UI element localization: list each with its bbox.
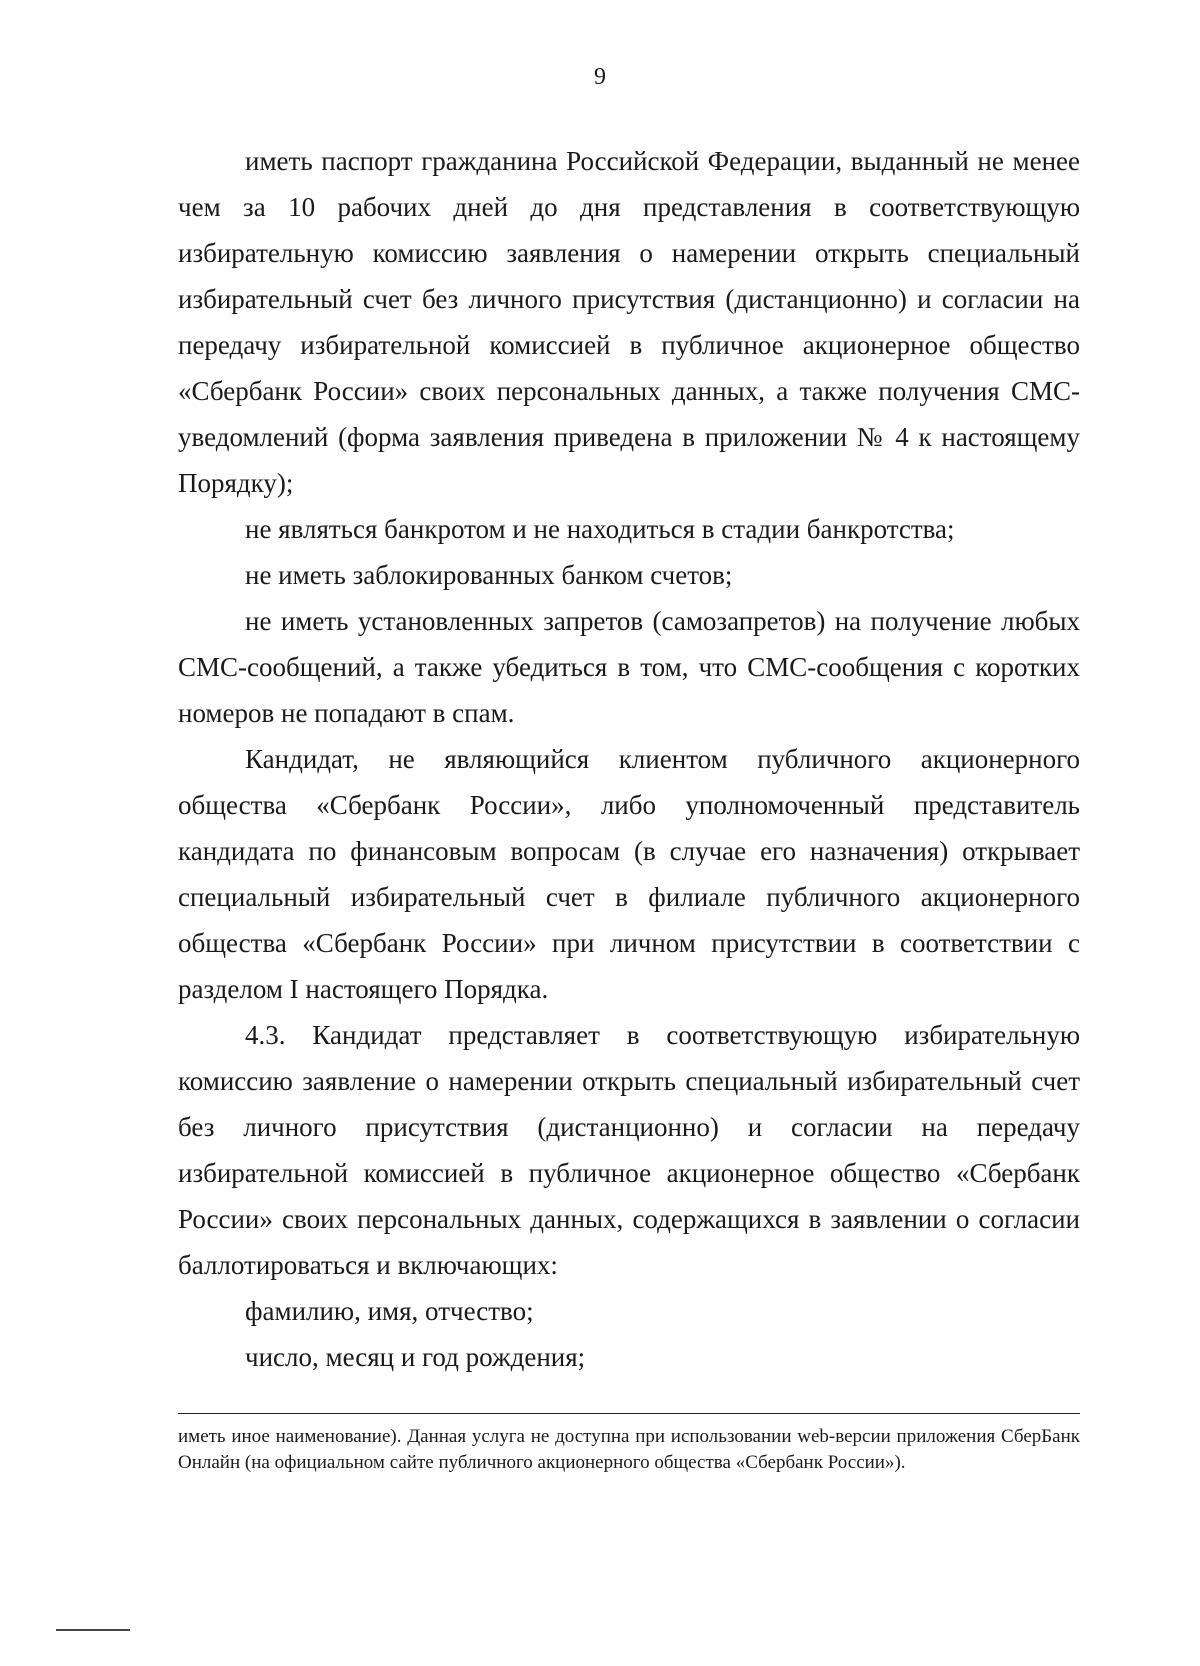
footnote [178, 1424, 1080, 1476]
document-body [178, 138, 1080, 1380]
paragraph-passport-requirement: иметь паспорт гражданина Российской Федерации, выданный не менее чем за 10 рабочих дней до дня представления в соответствующую избирательную комиссию заявления о намерении открыть специальный избирательный счет без личного присутствия (дистанционно) и согласии на передачу избирательной комиссией в публичное акционерное общество «Сбербанк России» своих персональных данных, а также получения СМС-уведомлений (форма заявления приведена в приложении № 4 к настоящему Порядку); [178, 146, 1080, 498]
footnote-text: иметь иное наименование). Данная услуга не доступна при использовании web-версии приложения СберБанк Онлайн (на официальном сайте публичного акционерного общества «Сбербанк России»). [178, 1426, 1080, 1473]
page-number: 9 [594, 64, 606, 90]
paragraph-section-4-3: 4.3. Кандидат представляет в соответствующую избирательную комиссию заявление о намерении открыть специальный избирательный счет без личного присутствия (дистанционно) и согласии на передачу избирательной комиссией в публичное акционерное общество «Сбербанк России» своих персональных данных, содержащихся в заявлении о согласии баллотироваться и включающих: [178, 1020, 1080, 1280]
paragraph-non-client-candidate: Кандидат, не являющийся клиентом публичного акционерного общества «Сбербанк России», либо уполномоченный представитель кандидата по финансовым вопросам (в случае его назначения) открывает специальный избирательный счет в филиале публичного акционерного общества «Сбербанк России» при личном присутствии в соответствии с разделом I настоящего Порядка. [178, 744, 1080, 1004]
list-item-full-name: фамилию, имя, отчество; [245, 1296, 534, 1326]
paragraph-no-sms-restrictions: не иметь установленных запретов (самозапретов) на получение любых СМС-сообщений, а также убедиться в том, что СМС-сообщения с коротких номеров не попадают в спам. [178, 606, 1080, 728]
scan-corner-mark [56, 1629, 130, 1631]
footnote-divider [178, 1413, 1080, 1414]
paragraph-not-bankrupt: не являться банкротом и не находиться в стадии банкротства; [245, 514, 955, 544]
list-item-birth-date: число, месяц и год рождения; [245, 1342, 586, 1372]
paragraph-no-blocked-accounts: не иметь заблокированных банком счетов; [245, 560, 733, 590]
